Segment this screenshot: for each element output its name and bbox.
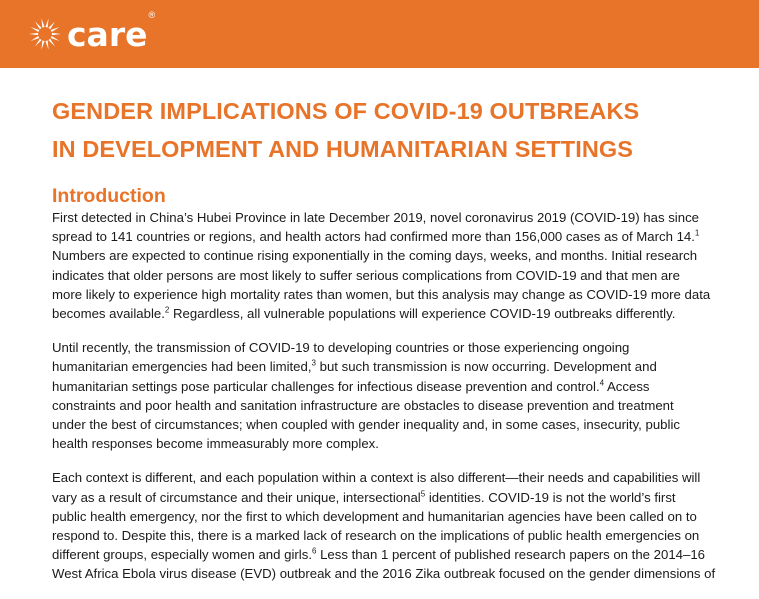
text-line: West Africa Ebola virus disease (EVD) outbreak and the 2016 Zika outbreak focused on the gender dimensions of <box>52 566 716 582</box>
text-line: public health emergency, nor the first to which development and humanitarian agencies have been called on to <box>52 508 697 524</box>
paragraph <box>52 338 752 453</box>
paragraph <box>52 208 752 323</box>
footnote-marker[interactable]: 6 <box>311 546 317 556</box>
text-line: humanitarian settings pose particular challenges for infectious disease prevention and control.$^4$ Access <box>52 378 650 394</box>
text-line: under the best of circumstances; when coupled with gender inequality and, in some cases, insecurity, public <box>52 417 680 433</box>
footnote-marker[interactable]: 1 <box>694 228 700 238</box>
section-heading: Introduction <box>52 185 166 207</box>
brand-wordmark: care <box>67 14 148 54</box>
text-line: spread to 141 countries or regions, and health actors had confirmed more than 156,000 cases as of March 14.$^1$ <box>52 228 700 245</box>
text-line: indicates that older persons are most likely to suffer serious complications from COVID-19 and that men are <box>52 267 680 283</box>
text-line: First detected in China’s Hubei Province in late December 2019, novel coronavirus 2019 (COVID-19) has since <box>52 210 699 225</box>
title-line: GENDER IMPLICATIONS OF COVID-19 OUTBREAKS <box>52 98 640 124</box>
care-logo[interactable] <box>27 10 156 54</box>
care-starburst-icon <box>27 16 63 52</box>
footnote-marker[interactable]: 4 <box>599 378 605 388</box>
header-banner <box>0 0 759 68</box>
paragraph <box>52 468 752 583</box>
text-line: Each context is different, and each population within a context is also different—their needs and capabilities will <box>52 470 701 486</box>
registered-mark: ® <box>148 10 156 20</box>
text-line: becomes available.$^2$ Regardless, all vulnerable populations will experience COVID-19 outbreaks differently. <box>52 305 676 322</box>
text-line: Until recently, the transmission of COVID-19 to developing countries or those experiencing ongoing <box>52 340 630 356</box>
text-line: more likely to experience high mortality rates than women, but this analysis may change as COVID-19 more data <box>52 286 711 302</box>
text-line: humanitarian emergencies had been limited,$^3$ but such transmission is now occurring. Development and <box>52 359 657 375</box>
text-line: vary as a result of circumstance and their unique, intersectional$^5$ identities. COVID-19 is not the world’s first <box>52 489 676 505</box>
footnote-marker[interactable]: 3 <box>311 359 316 369</box>
body-text <box>52 208 752 599</box>
footnote-marker[interactable]: 2 <box>164 305 170 315</box>
text-line: Numbers are expected to continue rising exponentially in the coming days, weeks, and months. Initial research <box>52 248 698 264</box>
title-line: IN DEVELOPMENT AND HUMANITARIAN SETTINGS <box>52 136 634 162</box>
footnote-marker[interactable]: 5 <box>420 489 426 499</box>
text-line: respond to. Despite this, there is a marked lack of research on the implications of public health emergencies on <box>52 528 700 544</box>
document-title <box>52 92 752 168</box>
text-line: different groups, especially women and girls.$^6$ Less than 1 percent of published research papers on the 2014–16 <box>52 546 706 563</box>
text-line: constraints and poor health and sanitation infrastructure are obstacles to disease prevention and treatment <box>52 397 674 413</box>
text-line: health responses become immeasurably more complex. <box>52 436 379 452</box>
